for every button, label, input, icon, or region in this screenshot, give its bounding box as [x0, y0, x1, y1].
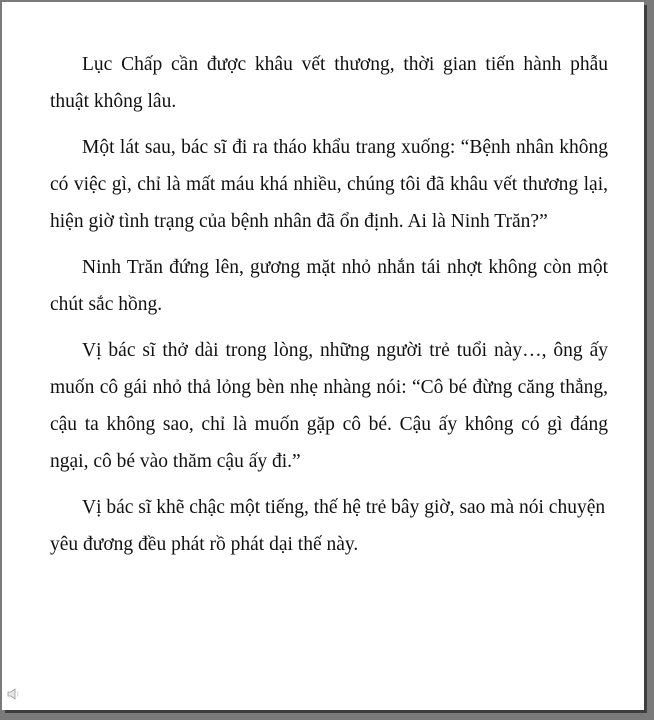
paragraph-1: Lục Chấp cần được khâu vết thương, thời gian tiến hành phẫu thuật không lâu.	[50, 54, 608, 112]
paragraph-3: Ninh Trăn đứng lên, gương mặt nhỏ nhắn tái nhợt không còn một chút sắc hồng.	[50, 257, 608, 315]
document-page	[2, 2, 644, 710]
paragraph-5: Vị bác sĩ khẽ chậc một tiếng, thế hệ trẻ bây giờ, sao mà nói chuyện yêu đương đều phát rồ phát dại thế này.	[50, 497, 606, 555]
paragraph-2: Một lát sau, bác sĩ đi ra tháo khẩu trang xuống: “Bệnh nhân không có việc gì, chỉ là mất máu khá nhiều, chúng tôi đã khâu vết thương lại, hiện giờ tình trạng của bệnh nhân đã ổn định. Ai là Ninh Trăn?”	[50, 137, 608, 232]
paragraph-4: Vị bác sĩ thở dài trong lòng, những người trẻ tuổi này…, ông ấy muốn cô gái nhỏ thả lỏng bèn nhẹ nhàng nói: “Cô bé đừng căng thẳng, cậu ta không sao, chỉ là muốn gặp cô bé. Cậu ấy không có gì đáng ngại, cô bé vào thăm cậu ấy đi.”	[50, 340, 608, 472]
speaker-icon[interactable]	[6, 686, 22, 702]
document-body	[50, 46, 608, 572]
